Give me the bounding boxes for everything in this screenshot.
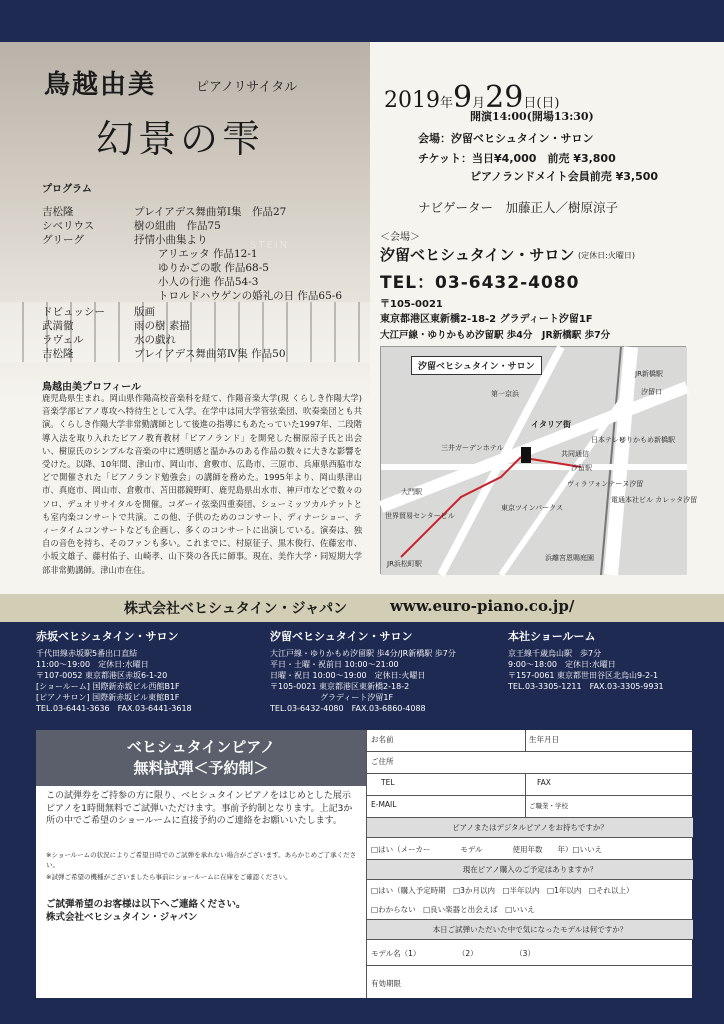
- grieg-piece: 小人の行進 作品54-3: [158, 276, 259, 288]
- top-band: [0, 0, 724, 42]
- trial-coupon: [36, 730, 692, 998]
- program-row: [42, 304, 155, 319]
- venue-line: 会場：汐留ベヒシュタイン・サロン: [418, 132, 594, 145]
- map-label: 第一京浜: [491, 390, 519, 398]
- answer-2-options-2[interactable]: □わからない □良い楽器と出会えば □いいえ: [371, 905, 535, 914]
- form-row-tel: [367, 774, 693, 796]
- company-url[interactable]: www.euro-piano.co.jp/: [390, 597, 575, 615]
- grieg-piece: トロルドハウゲンの婚礼の日 作品65-6: [158, 290, 343, 302]
- composer: ラヴェル: [42, 334, 84, 346]
- trial-note: ※試弾ご希望の機種がございましたら事前にショールームに在庫をご確認ください。: [46, 873, 292, 881]
- date-day: 29: [485, 80, 524, 115]
- showroom-name: 本社ショールーム: [508, 630, 596, 643]
- date-month-unit: 月: [472, 96, 486, 111]
- map-label: 浜離宮恩賜庭園: [545, 554, 594, 562]
- trial-contact-line: ご試弾希望のお客様は以下へご連絡ください。: [46, 899, 246, 910]
- venue-address: 東京都港区東新橋2-18-2 グラディート汐留1F: [380, 314, 593, 325]
- answer-2: [367, 880, 693, 920]
- showroom-line: TEL.03-6441-3636 FAX.03-6441-3618: [36, 704, 192, 713]
- showroom-head-office: [508, 628, 664, 692]
- profile-text: 鹿児島県生まれ。岡山県作陽高校音楽科を経て、作陽音楽大学(現 くらしき作陽大学)音楽学部ピアノ専攻へ特待生として入学。在学中は同大学管弦楽団、吹奏楽団とも共演。くらしき作陽大学非常勤講師として後進の指導にもあたっていた1997年、二段階導入法を取り入れたピアノ教育教材「ピアノランド」を開発した樹原涼子氏と出会い、樹原氏のシンプルな音楽の中に透明感と温かみのある作品の数々に大きな影響を受けた。以降、10年間、津山市、岡山市、倉敷市、広島市、三原市、兵庫県西脇市などで開催された「ピアノランド勉強会」の講師を務めた。1995年より、岡山県津山市、真庭市、岡山市、倉敷市、苫田郡鏡野町、鹿児島県出水市、神戸市などで数々のソロ、デュオリサイタルを開催。コダーイ弦楽四重奏団、シューミッツカルテットとも室内楽コンサートで共演。この他、子供のためのコンサート、ディナーショー、ティータイムコンサートなども企画し、多くのコンサートに出演している。演奏は、独自の音色を持ち、そのファンも多い。これまでに、村原征子、黒木俊行、佐藤宏市、小坂文雄子、藤村佑子、山崎孝、山下葵の各氏に師事。現在、美作大学・同短期大学部非常勤講師。津山市在住。: [42, 393, 362, 575]
- tel-field-label: TEL: [381, 778, 395, 787]
- map-label: 世界貿易センタービル: [385, 512, 455, 520]
- map-label: 日本テレビ: [591, 436, 626, 444]
- map-roads-image: [381, 347, 687, 575]
- venue-zip: 〒105-0021: [380, 299, 443, 310]
- company-name: 株式会社ベヒシュタイン・ジャパン: [124, 601, 348, 617]
- showroom-line: 日曜・祝日 10:00～19:00 定休日:火曜日: [270, 671, 426, 680]
- question-1-text: ピアノまたはデジタルピアノをお持ちですか？: [452, 823, 608, 832]
- map-label: イタリア街: [531, 420, 571, 429]
- showroom-line: 11:00～19:00 定休日:水曜日: [36, 660, 149, 669]
- grieg-piece: ゆりかごの歌 作品68-5: [158, 262, 269, 274]
- showroom-line: TEL.03-3305-1211 FAX.03-3305-9931: [508, 682, 664, 691]
- map-label: JR新橋駅: [635, 370, 663, 378]
- venue-label: ＜会場＞: [380, 232, 420, 243]
- recital-subtitle: ピアノリサイタル: [196, 80, 298, 95]
- question-2-text: 現在ピアノ購入のご予定はありますか？: [462, 865, 598, 874]
- work: プレイアデス舞曲第Ⅳ集 作品50: [134, 348, 286, 360]
- trial-title: ベヒシュタインピアノ: [126, 738, 276, 756]
- venue-tel: TEL：03-6432-4080: [380, 273, 580, 293]
- work: プレイアデス舞曲第Ⅰ集 作品27: [134, 206, 287, 218]
- date-month: 9: [453, 80, 473, 115]
- concert-title: 幻景の雫: [96, 117, 265, 161]
- composer: 吉松隆: [42, 206, 74, 218]
- map-label: 共同通信: [561, 450, 589, 458]
- showroom-line: [ショールーム] 国際新赤坂ビル西館B1F: [36, 682, 180, 691]
- trial-contact-company: 株式会社ベヒシュタイン・ジャパン: [46, 912, 198, 923]
- open-time: 開演14:00(開場13:30): [470, 110, 594, 123]
- trial-form: [366, 730, 692, 998]
- composer: 武満徹: [42, 320, 74, 332]
- map-title: 汐留ベヒシュタイン・サロン: [411, 356, 542, 375]
- program-row: [42, 332, 176, 347]
- showroom-line: グラディート汐留1F: [320, 693, 394, 702]
- map-label: JR浜松町駅: [387, 560, 422, 568]
- map-label: 東京ツインパークス: [501, 504, 564, 512]
- trial-header: [36, 730, 366, 786]
- expiry-row: [367, 966, 693, 998]
- form-row-address: [367, 752, 693, 774]
- email-field-label: E-MAIL: [371, 800, 397, 809]
- composer: 吉松隆: [42, 348, 74, 360]
- answer-1: [367, 838, 693, 860]
- map-label: 三井ガーデンホテル: [441, 444, 504, 452]
- name-field-label: お名前: [371, 735, 394, 744]
- question-3: [367, 920, 693, 940]
- showroom-line: 大江戸線・ゆりかもめ汐留駅 歩4分/JR新橋駅 歩7分: [270, 649, 456, 658]
- showroom-line: 〒105-0021 東京都港区東新橋2-18-2: [270, 682, 410, 691]
- form-row-name: [367, 730, 693, 752]
- map-label: ゆりかもめ新橋駅: [619, 436, 675, 444]
- map-label: 電通本社ビル カレッタ汐留: [611, 496, 698, 504]
- question-2: [367, 860, 693, 880]
- date-weekday: (日): [536, 96, 560, 111]
- ticket-line: チケット：当日¥4,000 前売 ¥3,800: [418, 152, 616, 165]
- program-row: [42, 318, 190, 333]
- date-day-unit: 日: [523, 96, 537, 111]
- showroom-line: 京王線千歳烏山駅 歩7分: [508, 649, 602, 658]
- composer: ドビュッシー: [42, 306, 105, 318]
- showroom-line: TEL.03-6432-4080 FAX.03-6860-4088: [270, 704, 426, 713]
- question-3-text: 本日ご試弾いただいた中で気になったモデルは何ですか？: [432, 925, 628, 934]
- member-price: ピアノランドメイト会員前売 ¥3,500: [470, 170, 659, 183]
- showroom-line: 千代田線赤坂駅5番出口直結: [36, 649, 138, 658]
- trial-note: ※ショールームの状況によりご希望日時でのご試弾を承れない場合がございます。あらかじめご了承ください。: [46, 851, 357, 869]
- question-1: [367, 818, 693, 838]
- access-map: [380, 346, 698, 574]
- work: 版画: [134, 306, 155, 318]
- birth-field-label: 生年月日: [529, 735, 559, 744]
- showroom-shiodome: [270, 628, 456, 714]
- piano-brand-image: STEIN: [250, 240, 290, 251]
- map-label: 汐留口: [641, 388, 662, 396]
- trial-body: この試弾券をご持参の方に限り、ベヒシュタインピアノをはじめとした展示ピアノを1時間無料でご試弾いただけます。事前予約制となります。上記3か所の中でご希望のショールームに直接予約のご連絡をお願いいたします。: [46, 791, 353, 826]
- venue-access: 大江戸線・ゆりかもめ汐留駅 歩4分 JR新橋駅 歩7分: [380, 330, 611, 341]
- showroom-akasaka: [36, 628, 192, 714]
- navigators: ナビゲーター 加藤正人／樹原涼子: [418, 200, 619, 215]
- showroom-line: 〒107-0052 東京都港区赤坂6-1-20: [36, 671, 168, 680]
- date-year: 2019: [384, 88, 440, 113]
- showroom-name: 汐留ベヒシュタイン・サロン: [270, 630, 413, 643]
- work: 雨の樹 素描: [134, 320, 190, 332]
- composer: グリーグ: [42, 234, 84, 246]
- date-year-unit: 年: [440, 96, 454, 111]
- showroom-line: 〒157-0061 東京都世田谷区北烏山9-2-1: [508, 671, 659, 680]
- map-label: 大門駅: [401, 488, 422, 496]
- composer: シベリウス: [42, 220, 95, 232]
- grieg-piece: アリエッタ 作品12-1: [158, 248, 258, 260]
- expiry-label: 有効期限: [371, 979, 401, 988]
- map-label: ヴィラフォンテーヌ汐留: [567, 480, 644, 488]
- showroom-line: [ピアノサロン] 国際新赤坂ビル東館B1F: [36, 693, 180, 702]
- answer-3: [367, 940, 693, 966]
- address-field-label: ご住所: [371, 757, 394, 766]
- work: 抒情小曲集より: [134, 234, 208, 246]
- map-label: 汐留駅: [571, 464, 592, 472]
- answer-1-options[interactable]: □はい（メーカー モデル 使用年数 年）□いいえ: [371, 845, 603, 854]
- program-row: [42, 204, 286, 219]
- work: 樹の組曲 作品75: [134, 220, 221, 232]
- trial-info: [36, 730, 366, 998]
- answer-2-options[interactable]: □はい（購入予定時期 □3か月以内 □半年以内 □1年以内 □それ以上）: [371, 886, 634, 895]
- fax-field-label: FAX: [537, 778, 551, 787]
- program-row: [42, 218, 221, 233]
- showroom-line: 9:00～18:00 定休日:水曜日: [508, 660, 616, 669]
- model-field[interactable]: モデル名（1） （2） （3）: [371, 949, 535, 958]
- program-row: [42, 232, 208, 247]
- trial-contact: [46, 898, 246, 924]
- showroom-line: 平日・土曜・祝前日 10:00～21:00: [270, 660, 399, 669]
- program-row: [42, 346, 286, 361]
- performer-name: 鳥越由美: [44, 70, 157, 100]
- form-row-email: [367, 796, 693, 818]
- venue-closed-day: (定休日:火曜日): [578, 251, 635, 260]
- venue-name: 汐留ベヒシュタイン・サロン: [380, 246, 575, 264]
- profile-heading: 鳥越由美プロフィール: [42, 382, 141, 393]
- work: 水の戯れ: [134, 334, 176, 346]
- company-bar: [0, 594, 724, 622]
- trial-subtitle: 無料試弾＜予約制＞: [133, 759, 269, 777]
- showroom-name: 赤坂ベヒシュタイン・サロン: [36, 630, 179, 643]
- job-field-label: ご職業・学校: [529, 802, 568, 810]
- program-heading: プログラム: [42, 184, 92, 195]
